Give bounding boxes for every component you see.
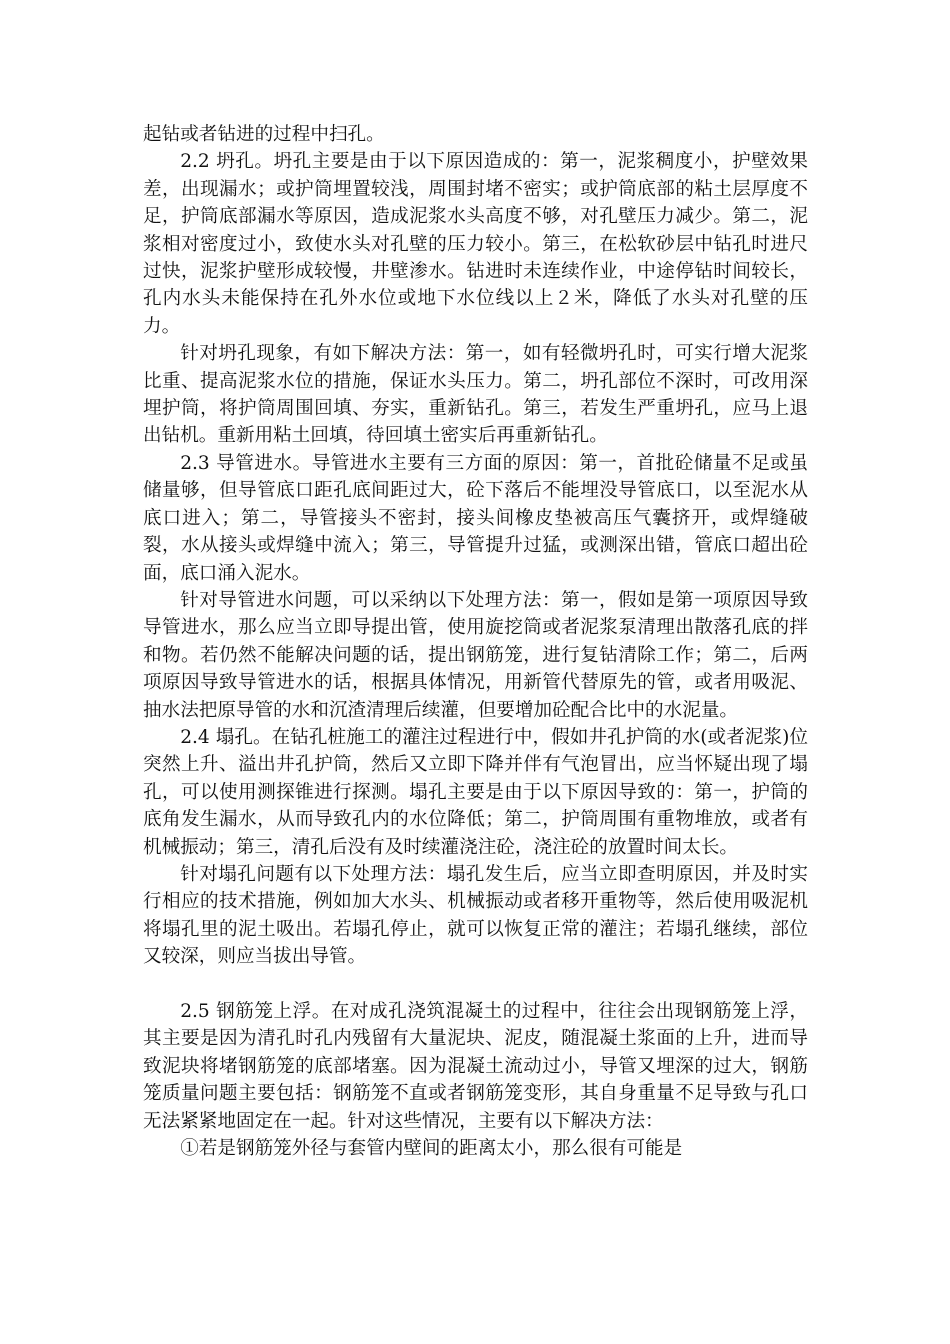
paragraph-section-2-2: 2.2 坍孔。坍孔主要是由于以下原因造成的：第一，泥浆稠度小，护壁效果差，出现漏水；或护筒埋置较浅，周围封堵不密实；或护筒底部的粘土层厚度不足，护筒底部漏水等原因，造成泥浆水头高度不够，对孔壁压力减少。第二，泥浆相对密度过小，致使水头对孔壁的压力较小。第三，在松软砂层中钻孔时进尺过快，泥浆护壁形成较慢，井壁渗水。钻进时未连续作业，中途停钻时间较长，孔内水头未能保持在孔外水位或地下水位线以上２米，降低了水头对孔壁的压力。: [143, 151, 808, 337]
paragraph-section-2-5: 2.5 钢筋笼上浮。在对成孔浇筑混凝土的过程中，往往会出现钢筋笼上浮，其主要是因为清孔时孔内残留有大量泥块、泥皮，随混凝土浆面的上升，进而导致泥块将堵钢筋笼的底部堵塞。因为混凝土流动过小，导管又埋深的过大，钢筋笼质量问题主要包括：钢筋笼不直或者钢筋笼变形，其自身重量不足导致与孔口无法紧紧地固定在一起。针对这些情况，主要有以下解决方法：: [143, 1000, 808, 1132]
paragraph-collapse-solutions: 针对坍孔现象，有如下解决方法：第一，如有轻微坍孔时，可实行增大泥浆比重、提高泥浆水位的措施，保证水头压力。第二，坍孔部位不深时，可改用深埋护筒，将护筒周围回填、夯实，重新钻孔。第三，若发生严重坍孔，应马上退出钻机。重新用粘土回填，待回填土密实后再重新钻孔。: [143, 343, 808, 447]
paragraph-continuation: 起钻或者钻进的过程中扫孔。: [143, 124, 385, 145]
paragraph-solution-item-1: ①若是钢筋笼外径与套管内壁间的距离太小，那么很有可能是: [180, 1138, 683, 1160]
paragraph-hole-collapse-solutions: 针对塌孔问题有以下处理方法：塌孔发生后，应当立即查明原因，并及时实行相应的技术措施，例如加大水头、机械振动或者移开重物等，然后使用吸泥机将塌孔里的泥土吸出。若塌孔停止，就可以恢复正常的灌注；若塌孔继续，部位又较深，则应当拔出导管。: [143, 863, 808, 968]
paragraph-pipe-water-solutions: 针对导管进水问题，可以采纳以下处理方法：第一，假如是第一项原因导致导管进水，那么应当立即导提出管，使用旋挖筒或者泥浆泵清理出散落孔底的拌和物。若仍然不能解决问题的话，提出钢筋笼，进行复钻清除工作；第二，后两项原因导致导管进水的话，根据具体情况，用新管代替原先的管，或者用吸泥、抽水法把原导管的水和沉渣清理后续灌，但要增加砼配合比中的水泥量。: [143, 589, 808, 721]
document-body: [143, 121, 808, 1162]
paragraph-section-2-4: 2.4 塌孔。在钻孔桩施工的灌注过程进行中，假如井孔护筒的水(或者泥浆)位突然上升、溢出井孔护筒，然后又立即下降并伴有气泡冒出，应当怀疑出现了塌孔，可以使用测探锥进行探测。塌孔主要是由于以下原因导致的：第一，护筒的底角发生漏水，从而导致孔内的水位降低；第二，护筒周围有重物堆放，或者有机械振动；第三，清孔后没有及时续灌浇注砼，浇注砼的放置时间太长。: [143, 726, 808, 858]
paragraph-section-2-3: 2.3 导管进水。导管进水主要有三方面的原因：第一，首批砼储量不足或虽储量够，但导管底口距孔底间距过大，砼下落后不能埋没导管底口，以至泥水从底口进入；第二，导管接头不密封，接头间橡皮垫被高压气囊挤开，或焊缝破裂，水从接头或焊缝中流入；第三，导管提升过猛，或测深出错，管底口超出砼面，底口涌入泥水。: [143, 452, 808, 584]
